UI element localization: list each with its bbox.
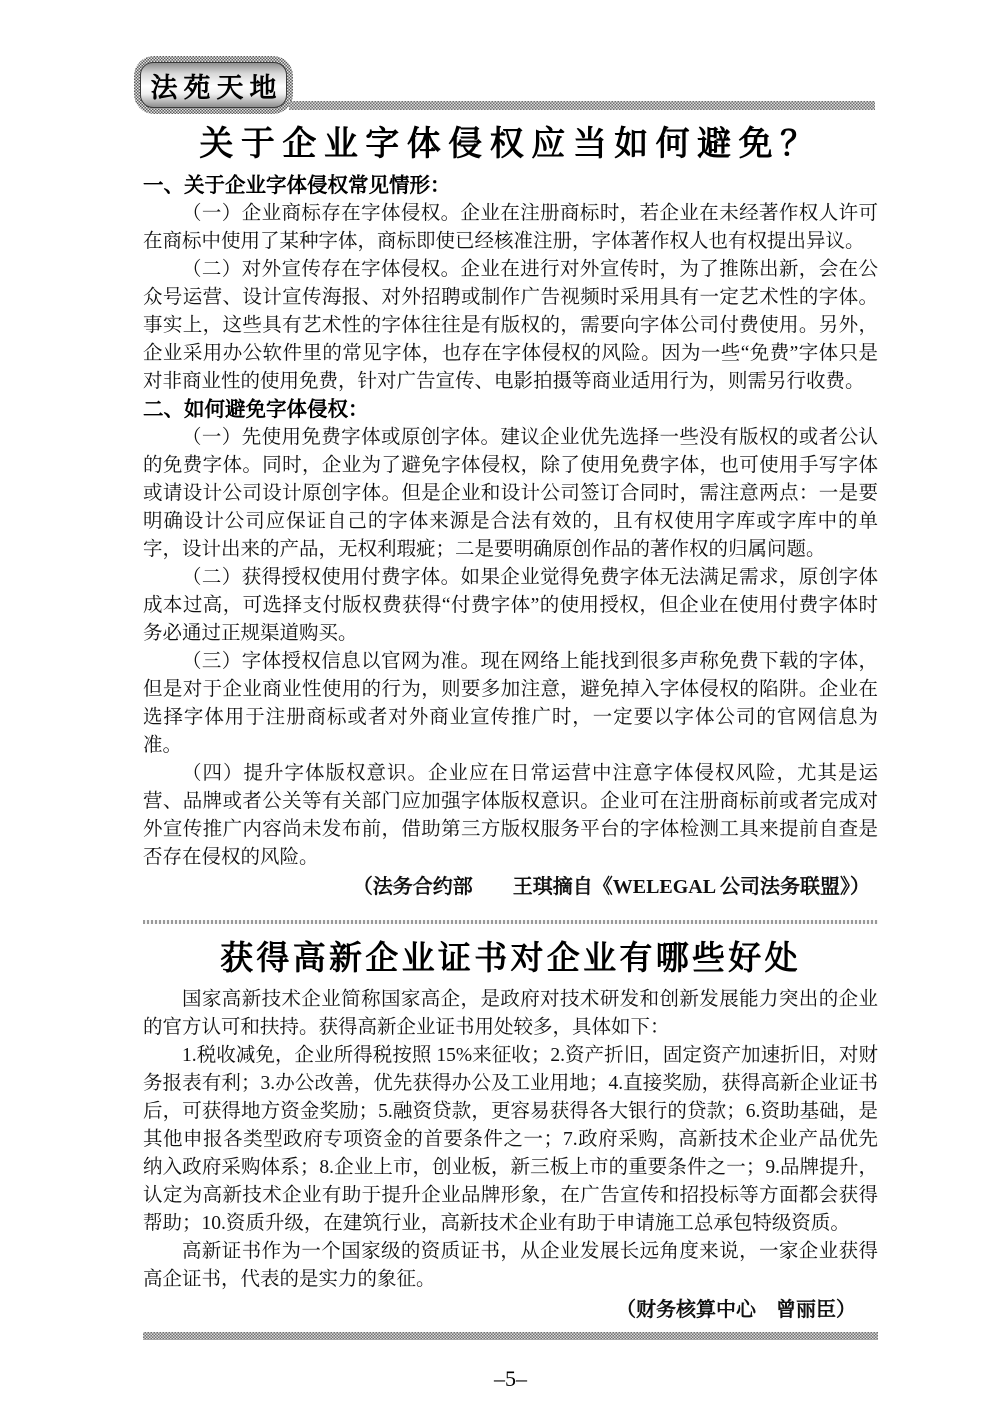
- article1-paragraph-1: （一）企业商标存在字体侵权。企业在注册商标时，若企业在未经著作权人许可在商标中使用了某种字体，商标即使已经核准注册，字体著作权人也有权提出异议。: [143, 203, 878, 252]
- article2-paragraph-1: 国家高新技术企业简称国家高企，是政府对技术研发和创新发展能力突出的企业的官方认可和扶持。获得高新企业证书用处较多，具体如下：: [143, 989, 878, 1038]
- article2-paragraph-2: 1.税收减免，企业所得税按照 15%来征收；2.资产折旧，固定资产加速折旧，对财务报表有利；3.办公改善，优先获得办公及工业用地；4.直接奖励，获得高新企业证书后，可获得地方资金奖励；5.融资贷款，更容易获得各大银行的贷款；6.资助基础，是其他申报各类型政府专项资金的首要条件之一；7.政府采购，高新技术企业产品优先纳入政府采购体系；8.企业上市，创业板，新三板上市的重要条件之一；9.品牌提升，认定为高新技术企业有助于提升企业品牌形象，在广告宣传和招投标等方面都会获得帮助；10.资质升级，在建筑行业，高新技术企业有助于申请施工总承包特级资质。: [143, 1045, 878, 1234]
- page-header: [0, 0, 1000, 116]
- article1-paragraph-4: （二）获得授权使用付费字体。如果企业觉得免费字体无法满足需求，原创字体成本过高，可选择支付版权费获得“付费字体”的使用授权，但企业在使用付费字体时务必通过正规渠道购买。: [143, 567, 878, 644]
- article1-title: 关于企业字体侵权应当如何避免？: [199, 126, 822, 163]
- article1-paragraph-3: （一）先使用免费字体或原创字体。建议企业优先选择一些没有版权的或者公认的免费字体。同时，企业为了避免字体侵权，除了使用免费字体，也可使用手写字体或请设计公司设计原创字体。但是企业和设计公司签订合同时，需注意两点：一是要明确设计公司应保证自己的字体来源是合法有效的，且有权使用字库或字库中的单字，设计出来的产品，无权利瑕疵；二是要明确原创作品的著作权的归属问题。: [143, 427, 878, 560]
- article1-attribution: （法务合约部 王琪摘自《WELEGAL 公司法务联盟》）: [352, 876, 870, 898]
- article-font-infringement: [143, 124, 878, 902]
- article-hightech-certificate: [143, 938, 878, 1326]
- article1-paragraph-5: （三）字体授权信息以官网为准。现在网络上能找到很多声称免费下载的字体，但是对于企业商业性使用的行为，则要多加注意，避免掉入字体侵权的陷阱。企业在选择字体用于注册商标或者对外商业宣传推广时，一定要以字体公司的官网信息为准。: [143, 651, 878, 756]
- article1-paragraph-6: （四）提升字体版权意识。企业应在日常运营中注意字体侵权风险，尤其是运营、品牌或者公关等有关部门应加强字体版权意识。企业可在注册商标前或者完成对外宣传推广内容尚未发布前，借助第三方版权服务平台的字体检测工具来提前自查是否存在侵权的风险。: [143, 763, 878, 868]
- article2-paragraph-3: 高新证书作为一个国家级的资质证书，从企业发展长远角度来说，一家企业获得高企证书，代表的是实力的象征。: [143, 1241, 878, 1290]
- article1-section1-heading: 一、关于企业字体侵权常见情形：: [143, 174, 451, 197]
- column-badge: [134, 56, 293, 114]
- article1-section2-heading: 二、如何避免字体侵权：: [143, 398, 369, 421]
- article2-title: 获得高新企业证书对企业有哪些好处: [220, 941, 801, 977]
- footer-rule: [143, 1332, 878, 1340]
- article-divider-rule: [143, 920, 878, 924]
- page-content: [0, 124, 1000, 1392]
- column-badge-label: 法苑天地: [150, 72, 283, 103]
- column-badge-surface: [140, 62, 287, 108]
- page-number: –5–: [494, 1366, 527, 1391]
- header-rule: [289, 101, 875, 110]
- article1-paragraph-2: （二）对外宣传存在字体侵权。企业在进行对外宣传时，为了推陈出新，会在公众号运营、设计宣传海报、对外招聘或制作广告视频时采用具有一定艺术性的字体。事实上，这些具有艺术性的字体往往是有版权的，需要向字体公司付费使用。另外，企业采用办公软件里的常见字体，也存在字体侵权的风险。因为一些“免费”字体只是对非商业性的使用免费，针对广告宣传、电影拍摄等商业适用行为，则需另行收费。: [143, 259, 878, 392]
- article2-attribution: （财务核算中心 曾丽臣）: [616, 1299, 856, 1321]
